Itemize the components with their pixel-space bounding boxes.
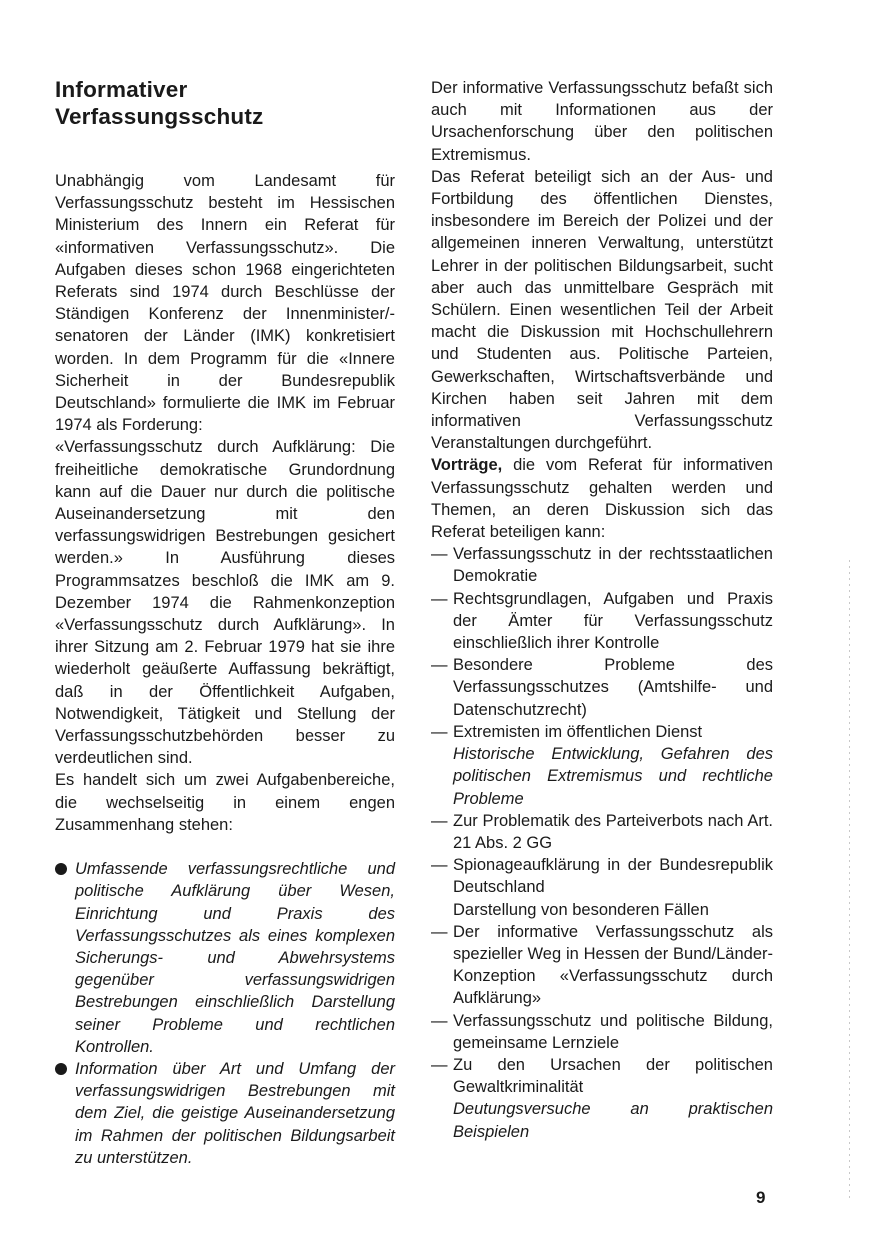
topic-item — [431, 721, 773, 743]
dash-mark: — — [431, 1055, 448, 1074]
topic-item — [431, 654, 773, 721]
bullet-item — [55, 1058, 395, 1169]
quote-paragraph: «Verfassungsschutz durch Aufklärung: Die freiheitliche demokratische Grundordnung kann auf die Dauer nur durch die politische Auseinandersetzung mit den verfassungswidrigen Bestrebungen gesichert werden.» In Ausführung dieses Programmsatzes beschloß die IMK am 9. Dezember 1974 die Rahmenkonzeption «Verfassungsschutz durch Aufklärung». In ihrer Sitzung am 2. Februar 1979 hat sie ihre wiederholt geäußerte Auffassung bekräftigt, daß in der Öffentlichkeit Aufgaben, Notwendigkeit, Tätigkeit und Stellung der Verfassungsschutzbehörden besser zu verdeutlichen sind. — [55, 438, 395, 768]
dash-mark: — — [431, 922, 448, 941]
topic-subtitle: Historische Entwicklung, Gefahren des politischen Extremismus und rechtliche Probleme — [453, 745, 773, 808]
topic-subtitle: Darstellung von besonderen Fällen — [453, 900, 709, 919]
areas-paragraph: Es handelt sich um zwei Aufgabenbereiche, die wechselseitig in einem engen Zusammenhang stehen: — [55, 771, 395, 834]
topic-text: Rechtsgrundlagen, Aufgaben und Praxis der Ämter für Verfassungsschutz einschließlich ihrer Kontrolle — [453, 589, 773, 653]
topic-item — [431, 543, 773, 587]
research-paragraph: Der informative Verfassungsschutz befaßt sich auch mit Informationen aus der Ursachenforschung über den politischen Extremismus. — [431, 79, 773, 164]
title-line-1: Informativer — [55, 77, 188, 102]
topic-text: Zur Problematik des Parteiverbots nach Art. 21 Abs. 2 GG — [453, 811, 773, 852]
dash-mark: — — [431, 811, 448, 830]
page-title — [55, 76, 395, 130]
topic-item — [431, 921, 773, 1010]
lectures-paragraph — [431, 454, 773, 543]
topic-text: Zu den Ursachen der politischen Gewaltkriminalität — [453, 1055, 773, 1097]
topic-item — [431, 810, 773, 854]
topic-text: Der informative Verfassungsschutz als spezieller Weg in Hessen der Bund/Länder-Konzeption «Verfassungsschutz durch Aufklärung» — [453, 922, 773, 1008]
training-paragraph: Das Referat beteiligt sich an der Aus- und Fortbildung des öffentlichen Dienstes, insbesondere im Bereich der Polizei und der allgemeinen inneren Verwaltung, unterstützt Lehrer in der politischen Bildungsarbeit, sucht aber auch das unmittelbare Gespräch mit Schülern. Einen wesentlichen Teil der Arbeit macht die Diskussion mit Hochschullehrern und Studenten aus. Politische Parteien, Gewerkschaften, Wirtschaftsverbände und Kirchen haben seit Jahren mit dem informativen Verfassungsschutz Veranstaltungen durchgeführt. — [431, 167, 773, 453]
scan-edge-mark — [849, 560, 850, 1200]
dash-mark: — — [431, 589, 448, 608]
bullet-dot-icon — [55, 863, 67, 875]
topic-text: Verfassungsschutz in der rechtsstaatlichen Demokratie — [453, 545, 773, 586]
right-column — [431, 0, 773, 1143]
dash-mark: — — [431, 545, 448, 564]
dash-mark: — — [431, 656, 448, 675]
topic-text: Verfassungsschutz und politische Bildung, gemeinsame Lernziele — [453, 1011, 773, 1052]
topic-item — [431, 1054, 773, 1098]
topic-text: Extremisten im öffentlichen Dienst — [453, 722, 703, 741]
dash-mark: — — [431, 722, 448, 741]
title-line-2: Verfassungsschutz — [55, 104, 264, 129]
lectures-text: die vom Referat für informativen Verfassungsschutz gehalten werden und Themen, an deren Diskussion sich das Referat beteiligen kann: — [431, 456, 773, 542]
topic-text: Spionageaufklärung in der Bundesrepublik Deutschland — [453, 856, 773, 897]
topic-text: Besondere Probleme des Verfassungsschutzes (Amtshilfe- und Datenschutzrecht) — [453, 656, 773, 719]
bullet-text: Umfassende verfassungsrechtliche und politische Aufklärung über Wesen, Einrichtung und Praxis des Verfassungsschutzes als eines komplexen Sicherungs- und Abwehrsystems gegenüber verfassungswidrigen Bestrebungen einschließlich Darstellung seiner Probleme und rechtlichen Kontrollen. — [75, 860, 395, 1056]
dash-mark: — — [431, 1011, 448, 1030]
page-number: 9 — [756, 1188, 766, 1207]
bullet-item — [55, 858, 395, 1058]
topic-item — [431, 854, 773, 898]
topic-item — [431, 1010, 773, 1054]
intro-paragraph: Unabhängig vom Landesamt für Verfassungsschutz besteht im Hessischen Ministerium des Innern ein Referat für «informativen Verfassungsschutz». Die Aufgaben dieses schon 1968 eingerichteten Referats sind 1974 durch Beschlüsse der Ständigen Konferenz der Innenminister/-senatoren der Länder (IMK) konkretisiert worden. In dem Programm für die «Innere Sicherheit in der Bundesrepublik Deutschland» formulierte die IMK im Februar 1974 als Forderung: — [55, 172, 395, 435]
topic-item — [431, 588, 773, 655]
topic-subtitle: Deutungsversuche an praktischen Beispielen — [453, 1100, 773, 1141]
lectures-label: Vorträge, — [431, 456, 503, 475]
left-column — [55, 0, 395, 1169]
bullet-dot-icon — [55, 1063, 67, 1075]
bullet-text: Information über Art und Umfang der verfassungswidrigen Bestrebungen mit dem Ziel, die geistige Auseinandersetzung im Rahmen der politischen Bildungsarbeit zu unterstützen. — [75, 1059, 395, 1167]
dash-mark: — — [431, 856, 448, 875]
